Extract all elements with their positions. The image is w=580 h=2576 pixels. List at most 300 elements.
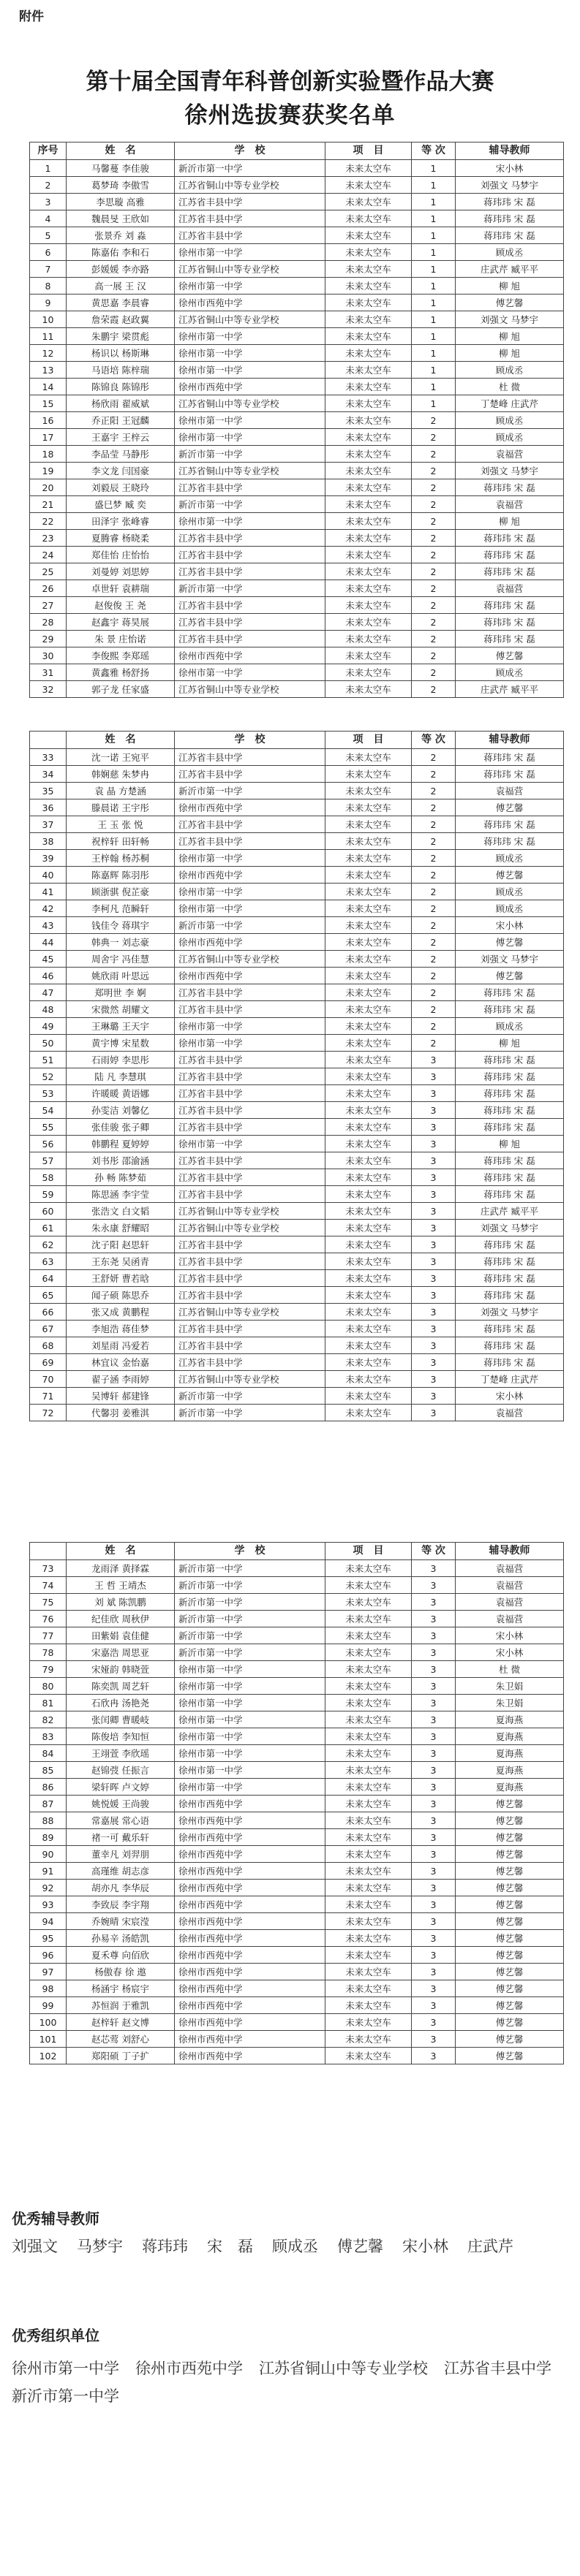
table-row (30, 1997, 564, 2014)
project-cell: 未来太空车 (325, 429, 412, 446)
rank-cell: 20 (30, 479, 67, 496)
rank-cell: 93 (30, 1896, 67, 1913)
table-row (30, 1611, 564, 1627)
school-cell: 江苏省丰县中学 (175, 766, 325, 783)
table-row (30, 1594, 564, 1611)
grade-cell: 2 (412, 900, 456, 917)
unit-name: 江苏省铜山中等专业学校 (259, 2360, 428, 2377)
school-cell: 徐州市西苑中学 (175, 1913, 325, 1930)
table-row (30, 597, 564, 614)
school-cell: 江苏省丰县中学 (175, 1119, 325, 1136)
rank-cell: 8 (30, 278, 67, 295)
project-cell: 未来太空车 (325, 867, 412, 884)
school-cell: 徐州市第一中学 (175, 345, 325, 362)
rank-cell: 13 (30, 362, 67, 379)
names-cell: 王 哲 王靖杰 (67, 1577, 175, 1594)
project-cell: 未来太空车 (325, 647, 412, 664)
project-cell: 未来太空车 (325, 766, 412, 783)
grade-cell: 2 (412, 833, 456, 850)
table-row (30, 867, 564, 884)
table-row (30, 1796, 564, 1812)
project-cell: 未来太空车 (325, 681, 412, 698)
rank-cell: 16 (30, 412, 67, 429)
project-cell: 未来太空车 (325, 1661, 412, 1678)
project-cell: 未来太空车 (325, 783, 412, 799)
grade-cell: 3 (412, 1863, 456, 1880)
table-row (30, 1035, 564, 1052)
names-cell: 陈嘉佑 李和石 (67, 244, 175, 261)
grade-cell: 3 (412, 1796, 456, 1812)
school-cell: 江苏省丰县中学 (175, 530, 325, 547)
unit-name: 江苏省丰县中学 (444, 2360, 551, 2377)
school-cell: 徐州市西苑中学 (175, 1964, 325, 1980)
awards-table-part-1 (29, 142, 564, 698)
project-cell: 未来太空车 (325, 1152, 412, 1169)
rank-cell: 17 (30, 429, 67, 446)
grade-cell: 3 (412, 1085, 456, 1102)
table-row (30, 463, 564, 479)
grade-cell: 3 (412, 1997, 456, 2014)
school-cell: 江苏省丰县中学 (175, 563, 325, 580)
teacher-cell: 丁楚峰 庄武芹 (456, 1371, 564, 1388)
project-cell: 未来太空车 (325, 1085, 412, 1102)
table-row (30, 227, 564, 244)
rank-cell: 27 (30, 597, 67, 614)
grade-cell: 2 (412, 479, 456, 496)
school-cell: 江苏省丰县中学 (175, 1085, 325, 1102)
table-row (30, 816, 564, 833)
project-cell: 未来太空车 (325, 664, 412, 681)
rank-cell: 53 (30, 1085, 67, 1102)
names-cell: 赵鑫宇 蒋昊展 (67, 614, 175, 631)
grade-cell: 3 (412, 1270, 456, 1287)
table-row (30, 1577, 564, 1594)
grade-cell: 2 (412, 412, 456, 429)
rank-cell: 74 (30, 1577, 67, 1594)
school-cell: 徐州市西苑中学 (175, 1997, 325, 2014)
school-cell: 徐州市西苑中学 (175, 295, 325, 311)
rank-cell: 5 (30, 227, 67, 244)
school-cell: 江苏省丰县中学 (175, 1068, 325, 1085)
rank-cell: 97 (30, 1964, 67, 1980)
table-header-row (30, 1543, 564, 1560)
project-cell: 未来太空车 (325, 1711, 412, 1728)
project-cell: 未来太空车 (325, 278, 412, 295)
rank-cell: 12 (30, 345, 67, 362)
rank-cell: 48 (30, 1001, 67, 1018)
teacher-cell: 顾成丞 (456, 850, 564, 867)
teacher-cell: 蒋玮玮 宋 磊 (456, 1321, 564, 1337)
project-cell: 未来太空车 (325, 1119, 412, 1136)
grade-cell: 1 (412, 160, 456, 177)
rank-cell: 66 (30, 1304, 67, 1321)
teacher-name: 庄武芹 (467, 2238, 513, 2255)
rank-cell: 6 (30, 244, 67, 261)
names-cell: 盛巳梦 臧 奕 (67, 496, 175, 513)
rank-cell: 99 (30, 1997, 67, 2014)
teacher-cell: 蒋玮玮 宋 磊 (456, 614, 564, 631)
school-cell: 徐州市西苑中学 (175, 1930, 325, 1947)
table-row (30, 968, 564, 984)
project-cell: 未来太空车 (325, 1001, 412, 1018)
teacher-cell: 刘强文 马梦宇 (456, 951, 564, 968)
teacher-cell: 蒋玮玮 宋 磊 (456, 1253, 564, 1270)
school-cell: 徐州市西苑中学 (175, 934, 325, 951)
table-row (30, 1896, 564, 1913)
project-cell: 未来太空车 (325, 1997, 412, 2014)
names-cell: 黄鑫雅 杨舒扬 (67, 664, 175, 681)
table-row (30, 833, 564, 850)
project-cell: 未来太空车 (325, 379, 412, 395)
grade-cell: 1 (412, 328, 456, 345)
names-cell: 袁 晶 方楚涵 (67, 783, 175, 799)
rank-cell: 81 (30, 1695, 67, 1711)
table-row (30, 917, 564, 934)
grade-cell: 1 (412, 177, 456, 194)
names-cell: 田泽宇 张峰睿 (67, 513, 175, 530)
rank-cell: 9 (30, 295, 67, 311)
table-row (30, 2031, 564, 2048)
grade-cell: 1 (412, 227, 456, 244)
names-cell: 张浩文 白文韬 (67, 1203, 175, 1220)
school-cell: 徐州市第一中学 (175, 412, 325, 429)
names-cell: 杨涵宇 杨宸宇 (67, 1980, 175, 1997)
school-cell: 江苏省丰县中学 (175, 614, 325, 631)
school-cell: 江苏省丰县中学 (175, 816, 325, 833)
project-cell: 未来太空车 (325, 1321, 412, 1337)
project-cell: 未来太空车 (325, 1337, 412, 1354)
project-cell: 未来太空车 (325, 1388, 412, 1405)
school-cell: 徐州市西苑中学 (175, 379, 325, 395)
teacher-cell: 蒋玮玮 宋 磊 (456, 631, 564, 647)
names-cell: 陈俊培 李知恒 (67, 1728, 175, 1745)
grade-cell: 1 (412, 362, 456, 379)
grade-cell: 3 (412, 1236, 456, 1253)
rank-cell: 70 (30, 1371, 67, 1388)
grade-cell: 3 (412, 1152, 456, 1169)
teacher-cell: 宋小林 (456, 917, 564, 934)
project-cell: 未来太空车 (325, 917, 412, 934)
project-cell: 未来太空车 (325, 463, 412, 479)
grade-cell: 2 (412, 463, 456, 479)
project-cell: 未来太空车 (325, 1052, 412, 1068)
grade-cell: 2 (412, 1018, 456, 1035)
project-cell: 未来太空车 (325, 1354, 412, 1371)
grade-cell: 3 (412, 1136, 456, 1152)
teacher-cell: 蒋玮玮 宋 磊 (456, 1337, 564, 1354)
school-cell: 新沂市第一中学 (175, 1560, 325, 1577)
grade-cell: 2 (412, 850, 456, 867)
teacher-cell: 蒋玮玮 宋 磊 (456, 194, 564, 210)
names-cell: 田紫娟 袁佳健 (67, 1627, 175, 1644)
rank-cell: 101 (30, 2031, 67, 2048)
teacher-cell: 傅艺馨 (456, 295, 564, 311)
rank-cell: 89 (30, 1829, 67, 1846)
names-cell: 郑阳硕 丁子扩 (67, 2048, 175, 2064)
grade-cell: 2 (412, 968, 456, 984)
grade-cell: 2 (412, 816, 456, 833)
rank-cell: 1 (30, 160, 67, 177)
grade-cell: 3 (412, 1644, 456, 1661)
teacher-cell: 夏海燕 (456, 1711, 564, 1728)
names-cell: 姚欣雨 叶思远 (67, 968, 175, 984)
grade-cell: 2 (412, 749, 456, 766)
teacher-cell: 傅艺馨 (456, 1930, 564, 1947)
table-row (30, 210, 564, 227)
project-cell: 未来太空车 (325, 614, 412, 631)
names-cell: 刘毅辰 王晓玲 (67, 479, 175, 496)
grade-cell: 3 (412, 2014, 456, 2031)
grade-cell: 2 (412, 664, 456, 681)
school-cell: 新沂市第一中学 (175, 1388, 325, 1405)
rank-cell: 84 (30, 1745, 67, 1762)
names-cell: 张又成 黄鹏程 (67, 1304, 175, 1321)
project-cell: 未来太空车 (325, 900, 412, 917)
project-cell: 未来太空车 (325, 1304, 412, 1321)
table-row (30, 1371, 564, 1388)
table-row (30, 1728, 564, 1745)
table-row (30, 311, 564, 328)
project-cell: 未来太空车 (325, 631, 412, 647)
table-row (30, 850, 564, 867)
grade-cell: 2 (412, 614, 456, 631)
names-cell: 林宜议 金怡嘉 (67, 1354, 175, 1371)
project-cell: 未来太空车 (325, 1627, 412, 1644)
grade-cell: 3 (412, 1611, 456, 1627)
grade-cell: 3 (412, 1678, 456, 1695)
rank-cell: 24 (30, 547, 67, 563)
teacher-cell: 庄武芹 臧平平 (456, 261, 564, 278)
rank-cell: 23 (30, 530, 67, 547)
table-row (30, 1321, 564, 1337)
teacher-cell: 顾成丞 (456, 1018, 564, 1035)
grade-cell: 3 (412, 1337, 456, 1354)
rank-cell: 68 (30, 1337, 67, 1354)
grade-cell: 1 (412, 345, 456, 362)
rank-cell: 75 (30, 1594, 67, 1611)
names-cell: 滕晨诺 王宇彤 (67, 799, 175, 816)
school-cell: 江苏省铜山中等专业学校 (175, 177, 325, 194)
names-cell: 龙雨泽 黄择霖 (67, 1560, 175, 1577)
school-cell: 江苏省丰县中学 (175, 597, 325, 614)
names-cell: 周舍宇 冯佳慧 (67, 951, 175, 968)
project-cell: 未来太空车 (325, 1846, 412, 1863)
school-cell: 江苏省丰县中学 (175, 1102, 325, 1119)
names-cell: 许暖暖 黄语娜 (67, 1085, 175, 1102)
names-cell: 韩鹏程 夏婷婷 (67, 1136, 175, 1152)
column-header: 序号 (30, 143, 67, 160)
column-header: 项 目 (325, 143, 412, 160)
table-row (30, 379, 564, 395)
table-row (30, 749, 564, 766)
teacher-cell: 柳 旭 (456, 513, 564, 530)
school-cell: 徐州市第一中学 (175, 1035, 325, 1052)
names-cell: 钱佳令 蒋琪宇 (67, 917, 175, 934)
table-row (30, 1661, 564, 1678)
names-cell: 孙易辛 汤皓凯 (67, 1930, 175, 1947)
rank-cell: 98 (30, 1980, 67, 1997)
rank-cell: 72 (30, 1405, 67, 1421)
project-cell: 未来太空车 (325, 177, 412, 194)
school-cell: 徐州市第一中学 (175, 1728, 325, 1745)
teacher-cell: 傅艺馨 (456, 647, 564, 664)
rank-cell: 10 (30, 311, 67, 328)
unit-name: 徐州市西苑中学 (135, 2360, 243, 2377)
project-cell: 未来太空车 (325, 311, 412, 328)
grade-cell: 2 (412, 867, 456, 884)
table-row (30, 1304, 564, 1321)
column-header: 等 次 (412, 143, 456, 160)
teacher-cell: 袁福营 (456, 1611, 564, 1627)
project-cell: 未来太空车 (325, 1560, 412, 1577)
project-cell: 未来太空车 (325, 1913, 412, 1930)
table-row (30, 951, 564, 968)
school-cell: 新沂市第一中学 (175, 917, 325, 934)
names-cell: 王嘉宇 王梓云 (67, 429, 175, 446)
document-title: 第十届全国青年科普创新实验暨作品大赛 (86, 69, 494, 95)
project-cell: 未来太空车 (325, 951, 412, 968)
table-row (30, 1762, 564, 1779)
rank-cell: 32 (30, 681, 67, 698)
table-row (30, 1695, 564, 1711)
names-cell: 陈奕凯 周艺轩 (67, 1678, 175, 1695)
teacher-cell: 傅艺馨 (456, 1913, 564, 1930)
names-cell: 张佳骏 张子卿 (67, 1119, 175, 1136)
school-cell: 徐州市西苑中学 (175, 2014, 325, 2031)
table-row (30, 244, 564, 261)
table-row (30, 1964, 564, 1980)
project-cell: 未来太空车 (325, 1644, 412, 1661)
rank-cell: 62 (30, 1236, 67, 1253)
teacher-cell: 蒋玮玮 宋 磊 (456, 1085, 564, 1102)
school-cell: 徐州市西苑中学 (175, 647, 325, 664)
grade-cell: 3 (412, 1980, 456, 1997)
rank-cell: 29 (30, 631, 67, 647)
school-cell: 江苏省铜山中等专业学校 (175, 1304, 325, 1321)
project-cell: 未来太空车 (325, 1018, 412, 1035)
rank-cell: 80 (30, 1678, 67, 1695)
rank-cell: 94 (30, 1913, 67, 1930)
names-cell: 宋娅韵 韩晓萱 (67, 1661, 175, 1678)
teacher-cell: 蒋玮玮 宋 磊 (456, 1052, 564, 1068)
school-cell: 徐州市第一中学 (175, 900, 325, 917)
names-cell: 刘曼婷 刘思婷 (67, 563, 175, 580)
table-row (30, 2014, 564, 2031)
teacher-cell: 袁福营 (456, 783, 564, 799)
school-cell: 江苏省丰县中学 (175, 1287, 325, 1304)
unit-name: 新沂市第一中学 (12, 2387, 119, 2405)
column-header: 学 校 (175, 143, 325, 160)
names-cell: 赵芯莺 刘舒心 (67, 2031, 175, 2048)
school-cell: 新沂市第一中学 (175, 446, 325, 463)
teacher-cell: 蒋玮玮 宋 磊 (456, 563, 564, 580)
rank-cell: 26 (30, 580, 67, 597)
teacher-cell: 傅艺馨 (456, 2014, 564, 2031)
table-row (30, 1052, 564, 1068)
column-header: 辅导教师 (456, 732, 564, 749)
grade-cell: 2 (412, 1001, 456, 1018)
project-cell: 未来太空车 (325, 2048, 412, 2064)
teacher-cell: 刘强文 马梦宇 (456, 177, 564, 194)
grade-cell: 3 (412, 1728, 456, 1745)
table-row (30, 261, 564, 278)
project-cell: 未来太空车 (325, 1796, 412, 1812)
teacher-cell: 柳 旭 (456, 345, 564, 362)
rank-cell: 102 (30, 2048, 67, 2064)
project-cell: 未来太空车 (325, 295, 412, 311)
grade-cell: 1 (412, 210, 456, 227)
names-cell: 韩娴慈 朱梦冉 (67, 766, 175, 783)
rank-cell: 65 (30, 1287, 67, 1304)
column-header: 等 次 (412, 1543, 456, 1560)
rank-cell: 64 (30, 1270, 67, 1287)
names-cell: 褚一可 戴乐轩 (67, 1829, 175, 1846)
project-cell: 未来太空车 (325, 597, 412, 614)
project-cell: 未来太空车 (325, 446, 412, 463)
rank-cell: 56 (30, 1136, 67, 1152)
names-cell: 孙 畅 陈梦茹 (67, 1169, 175, 1186)
grade-cell: 3 (412, 1068, 456, 1085)
teacher-cell: 傅艺馨 (456, 1947, 564, 1964)
names-cell: 乔正阳 王冠麟 (67, 412, 175, 429)
school-cell: 新沂市第一中学 (175, 580, 325, 597)
names-cell: 石雨婷 李思彤 (67, 1052, 175, 1068)
names-cell: 杨识以 杨斯琳 (67, 345, 175, 362)
grade-cell: 2 (412, 631, 456, 647)
rank-cell: 31 (30, 664, 67, 681)
grade-cell: 2 (412, 513, 456, 530)
grade-cell: 2 (412, 681, 456, 698)
column-header: 项 目 (325, 732, 412, 749)
teacher-cell: 傅艺馨 (456, 1997, 564, 2014)
rank-cell: 19 (30, 463, 67, 479)
school-cell: 徐州市第一中学 (175, 1779, 325, 1796)
document-subtitle: 徐州选拔赛获奖名单 (184, 102, 396, 129)
table-row (30, 328, 564, 345)
rank-cell: 61 (30, 1220, 67, 1236)
grade-cell: 3 (412, 1304, 456, 1321)
table-row (30, 1627, 564, 1644)
school-cell: 江苏省丰县中学 (175, 1321, 325, 1337)
excellent-units-heading: 优秀组织单位 (12, 2327, 99, 2344)
column-header: 等 次 (412, 732, 456, 749)
names-cell: 陆 凡 李慧琪 (67, 1068, 175, 1085)
grade-cell: 2 (412, 446, 456, 463)
project-cell: 未来太空车 (325, 1136, 412, 1152)
rank-cell: 39 (30, 850, 67, 867)
teacher-cell: 傅艺馨 (456, 968, 564, 984)
names-cell: 董幸凡 刘羿朋 (67, 1846, 175, 1863)
rank-cell: 15 (30, 395, 67, 412)
teacher-cell: 袁福营 (456, 1594, 564, 1611)
project-cell: 未来太空车 (325, 1270, 412, 1287)
project-cell: 未来太空车 (325, 1779, 412, 1796)
school-cell: 徐州市第一中学 (175, 1745, 325, 1762)
grade-cell: 3 (412, 2048, 456, 2064)
names-cell: 张闰卿 曹暖岐 (67, 1711, 175, 1728)
table-row (30, 513, 564, 530)
rank-cell: 34 (30, 766, 67, 783)
column-header: 姓 名 (67, 1543, 175, 1560)
teacher-cell: 袁福营 (456, 1405, 564, 1421)
table-row (30, 647, 564, 664)
rank-cell: 28 (30, 614, 67, 631)
rank-cell: 87 (30, 1796, 67, 1812)
table-row (30, 160, 564, 177)
table-row (30, 547, 564, 563)
school-cell: 徐州市第一中学 (175, 884, 325, 900)
project-cell: 未来太空车 (325, 2014, 412, 2031)
